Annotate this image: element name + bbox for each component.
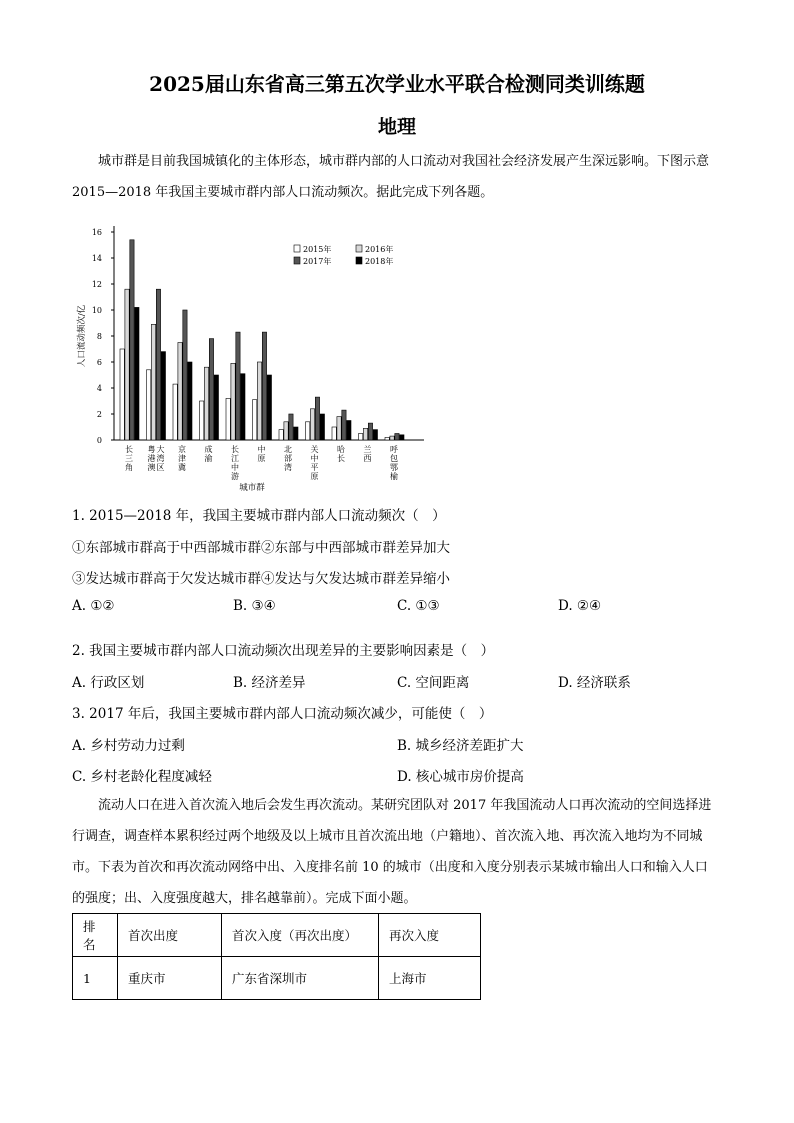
y-tick-label: 0 (96, 436, 102, 445)
q3-option-d[interactable]: D. 核心城市房价提高 (397, 769, 524, 785)
legend-swatch (356, 257, 362, 264)
table-cell: 上海市 (379, 957, 481, 1000)
bar (385, 437, 389, 440)
bar (347, 421, 351, 441)
bar (161, 352, 165, 440)
bar (337, 417, 341, 440)
page-title: 2025届山东省高三第五次学业水平联合检测同类训练题 (149, 72, 645, 96)
category-label: 平 (310, 463, 319, 472)
second-material-paragraph: 流动人口在进入首次流入地后会发生再次流动。某研究团队对 2017 年我国流动人口再次流动的空间选择进行调查，调查样本累积经过两个地级及以上城市且首次流出地（户籍地）、首次流入地、再次流入地均为不同城市。下表为首次和再次流动网络中出、入度排名前 10 的城市（出度和入度分别表示某城市输出人口和输入人口的强度；出、入度强度越大，排名越靠前）。完成下面小题。 (72, 798, 712, 906)
bar (130, 240, 134, 440)
category-label: 长 (125, 445, 133, 454)
bar (373, 430, 377, 440)
legend-swatch (356, 245, 362, 252)
bar (294, 427, 298, 440)
bar (315, 397, 319, 440)
y-tick-label: 16 (91, 228, 102, 237)
q3-option-b[interactable]: B. 城乡经济差距扩大 (397, 738, 524, 754)
category-label: 呼 (390, 445, 398, 454)
q1-option-b[interactable]: B. ③④ (233, 598, 276, 614)
bar (151, 324, 155, 440)
bar (306, 422, 310, 440)
bar (368, 423, 372, 440)
bar (390, 436, 394, 440)
chart-svg (72, 218, 442, 498)
bar (257, 362, 261, 440)
category-label: 哈 (337, 445, 345, 454)
q2-option-b[interactable]: B. 经济差异 (233, 675, 306, 691)
bar (284, 422, 288, 440)
bar (253, 400, 257, 440)
question-1-stem: 1. 2015—2018 年，我国主要城市群内部人口流动频次（ ） (72, 508, 446, 524)
category-label: 长 (337, 454, 345, 463)
category-label: 长 (231, 445, 239, 454)
category-label: 北 (284, 445, 292, 454)
bar (342, 410, 346, 440)
bar (231, 363, 235, 440)
bar (241, 374, 245, 440)
bar (310, 409, 314, 440)
population-flow-chart (72, 218, 442, 498)
bar (332, 427, 336, 440)
bar (204, 367, 208, 440)
bar (135, 307, 139, 440)
question-1-statements-a: ①东部城市群高于中西部城市群②东部与中西部城市群差异加大 (72, 540, 450, 556)
y-tick-label: 8 (96, 332, 102, 341)
bar (400, 435, 404, 440)
legend-label: 2017年 (303, 257, 332, 266)
category-label: 澳 (147, 463, 156, 472)
bar (147, 370, 151, 440)
category-label: 部 (284, 454, 292, 463)
y-tick-label: 14 (91, 254, 102, 263)
category-label: 游 (231, 472, 239, 481)
bar (183, 310, 187, 440)
category-label: 西 (363, 454, 372, 463)
q1-option-d[interactable]: D. ②④ (558, 598, 602, 614)
bar (279, 430, 283, 440)
bar (267, 375, 271, 440)
category-label: 原 (310, 472, 319, 481)
y-tick-label: 6 (96, 358, 102, 367)
legend-label: 2016年 (365, 245, 394, 254)
bar (395, 434, 399, 441)
bar (188, 362, 192, 440)
y-tick-label: 2 (96, 410, 102, 419)
subject-title: 地理 (377, 116, 416, 138)
q3-option-a[interactable]: A. 乡村劳动力过剩 (72, 738, 185, 754)
category-label: 鄂 (390, 463, 398, 472)
legend-label: 2015年 (303, 245, 332, 254)
q3-option-c[interactable]: C. 乡村老龄化程度减轻 (72, 769, 212, 785)
y-tick-label: 4 (96, 384, 102, 393)
question-2-stem: 2. 我国主要城市群内部人口流动频次出现差异的主要影响因素是（ ） (72, 643, 495, 659)
y-tick-label: 12 (91, 280, 102, 289)
category-label: 湾 (156, 454, 165, 463)
x-axis-title: 城市群 (239, 483, 265, 493)
table-header-row (73, 914, 481, 957)
table-header-cell: 排名 (73, 914, 118, 957)
bar (125, 289, 129, 440)
category-label: 兰 (363, 445, 372, 454)
category-label: 榆 (390, 472, 398, 481)
table-header-cell: 再次入度 (379, 914, 481, 957)
category-label: 中 (310, 454, 319, 463)
category-label: 包 (390, 454, 398, 463)
q1-option-c[interactable]: C. ①③ (397, 598, 440, 614)
table-cell: 广东省深圳市 (222, 957, 379, 1000)
category-label: 中 (257, 445, 266, 454)
y-tick-label: 10 (91, 306, 102, 315)
bar (173, 384, 177, 440)
ranking-table (72, 913, 481, 1000)
category-label: 京 (178, 445, 186, 454)
category-label: 关 (310, 445, 319, 454)
bar (209, 339, 213, 440)
bar (320, 414, 324, 440)
category-label: 三 (125, 454, 133, 463)
q2-option-d[interactable]: D. 经济联系 (558, 675, 631, 691)
y-axis-title: 人口流动频次/亿 (77, 304, 87, 368)
table-header-cell: 首次出度 (118, 914, 222, 957)
q2-option-a[interactable]: A. 行政区划 (72, 675, 145, 691)
bar (359, 434, 363, 441)
question-3-stem: 3. 2017 年后，我国主要城市群内部人口流动频次减少，可能使（ ） (72, 706, 493, 722)
category-label: 冀 (178, 463, 186, 472)
category-label: 大 (156, 445, 165, 454)
legend-swatch (294, 245, 300, 252)
legend-label: 2018年 (365, 257, 394, 266)
q1-option-a[interactable]: A. ①② (72, 598, 115, 614)
category-label: 湾 (284, 463, 292, 472)
bar (120, 349, 124, 440)
category-label: 港 (147, 454, 156, 463)
category-label: 成 (204, 445, 213, 454)
table-row (73, 957, 481, 1000)
question-1-statements-b: ③发达城市群高于欠发达城市群④发达与欠发达城市群差异缩小 (72, 571, 450, 587)
bar (226, 398, 230, 440)
legend-swatch (294, 257, 300, 264)
category-label: 粤 (147, 445, 156, 454)
bar (178, 343, 182, 441)
category-label: 渝 (204, 454, 213, 463)
intro-paragraph: 城市群是目前我国城镇化的主体形态，城市群内部的人口流动对我国社会经济发展产生深远影响。下图示意 2015—2018 年我国主要城市群内部人口流动频次。据此完成下列各题。 (72, 154, 710, 200)
category-label: 江 (231, 454, 239, 463)
bar (262, 332, 266, 440)
bar (200, 401, 204, 440)
table-cell: 1 (73, 957, 118, 1000)
category-label: 区 (156, 463, 165, 472)
q2-option-c[interactable]: C. 空间距离 (397, 675, 470, 691)
category-label: 原 (257, 454, 266, 463)
table-header-cell: 首次入度（再次出度） (222, 914, 379, 957)
table-cell: 重庆市 (118, 957, 222, 1000)
bar (236, 332, 240, 440)
bar (289, 414, 293, 440)
category-label: 角 (125, 463, 133, 472)
bar (363, 428, 367, 440)
category-label: 中 (231, 463, 239, 472)
bar (156, 289, 160, 440)
bar (214, 375, 218, 440)
category-label: 津 (178, 454, 186, 463)
